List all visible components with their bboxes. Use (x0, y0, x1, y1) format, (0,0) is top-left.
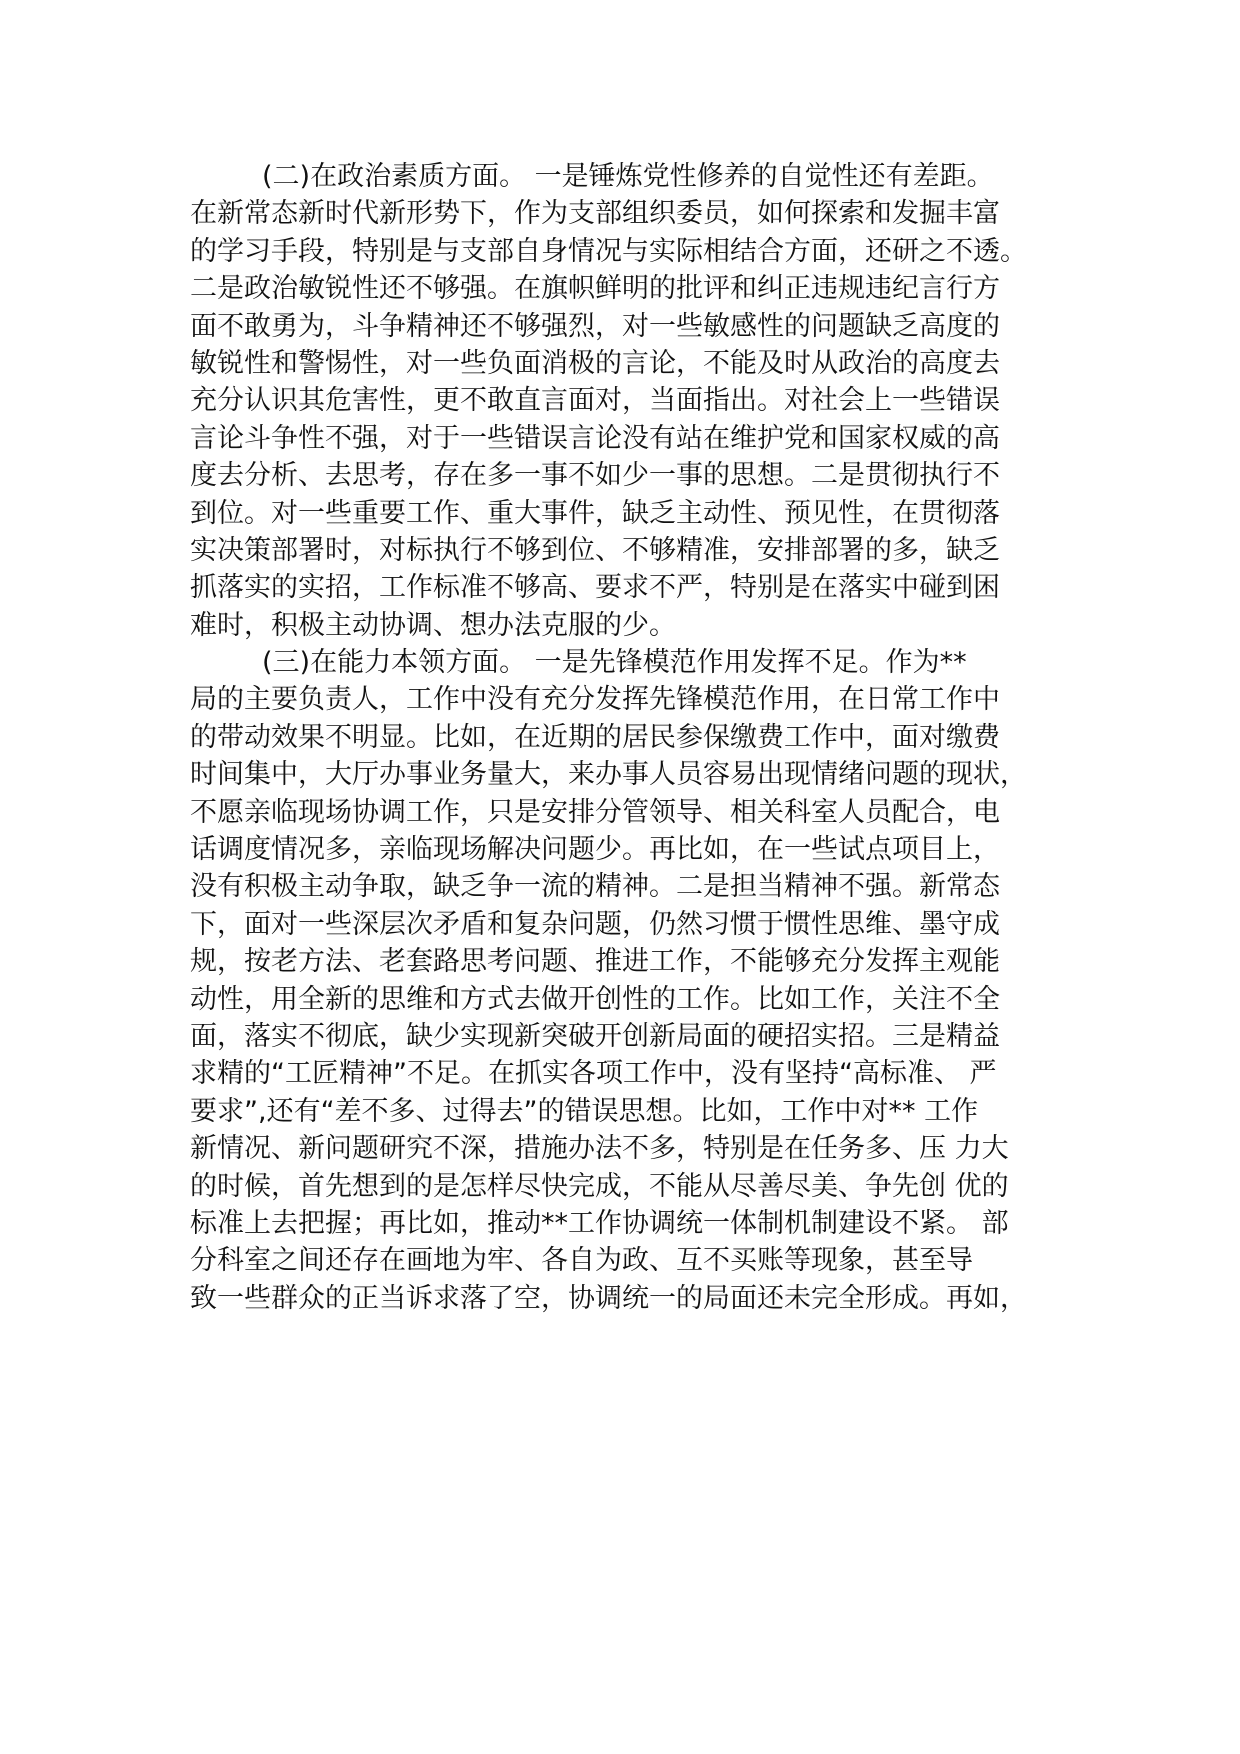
text-line: 言论斗争性不强，对于一些错误言论没有站在维护党和国家权威的高 (190, 422, 1000, 454)
text-line: 规，按老方法、老套路思考问题、推进工作，不能够充分发挥主观能 (190, 946, 1000, 978)
text-line: 难时，积极主动协调、想办法克服的少。 (190, 609, 676, 641)
text-line: 时间集中，大厅办事业务量大，来办事人员容易出现情绪问题的现状， (190, 759, 1027, 791)
text-line: 面，落实不彻底，缺少实现新突破开创新局面的硬招实招。三是精益 (190, 1020, 1000, 1052)
text-line: 的带动效果不明显。比如，在近期的居民参保缴费工作中，面对缴费 (190, 721, 1000, 753)
text-line: 充分认识其危害性，更不敢直言面对，当面指出。对社会上一些错误 (190, 385, 1000, 417)
text-line: 在新常态新时代新形势下，作为支部组织委员，如何探索和发掘丰富 (190, 198, 1000, 230)
text-line: 要求”,还有“差不多、过得去”的错误思想。比如，工作中对** 工作 (190, 1095, 979, 1127)
text-line: 局的主要负责人，工作中没有充分发挥先锋模范作用，在日常工作中 (190, 684, 1000, 716)
text-line: 求精的“工匠精神”不足。在抓实各项工作中，没有坚持“高标准、 严 (190, 1058, 997, 1090)
text-line: 面不敢勇为，斗争精神还不够强烈，对一些敏感性的问题缺乏高度的 (190, 310, 1000, 342)
text-line: (二)在政治素质方面。 一是锤炼党性修养的自觉性还有差距。 (262, 161, 994, 192)
document-body (190, 158, 1070, 1317)
text-line: 的时候，首先想到的是怎样尽快完成，不能从尽善尽美、争先创 优的 (190, 1170, 1009, 1202)
text-line: 致一些群众的正当诉求落了空，协调统一的局面还未完全形成。再如， (190, 1282, 1027, 1314)
text-line: 分科室之间还存在画地为牢、各自为政、互不买账等现象，甚至导 (190, 1245, 973, 1277)
text-line: 的学习手段，特别是与支部自身情况与实际相结合方面，还研之不透。 (190, 235, 1027, 267)
text-line: 标准上去把握；再比如，推动**工作协调统一体制机制建设不紧。 部 (190, 1207, 1009, 1239)
text-line: 新情况、新问题研究不深，措施办法不多，特别是在任务多、压 力大 (190, 1133, 1009, 1165)
text-line: 没有积极主动争取，缺乏争一流的精神。二是担当精神不强。新常态 (190, 871, 1000, 903)
text-line: 抓落实的实招，工作标准不够高、要求不严，特别是在落实中碰到困 (190, 572, 1000, 604)
text-line: 到位。对一些重要工作、重大事件，缺乏主动性、预见性，在贯彻落 (190, 497, 1000, 529)
text-line: 动性，用全新的思维和方式去做开创性的工作。比如工作，关注不全 (190, 983, 1000, 1015)
text-line: (三)在能力本领方面。 一是先锋模范作用发挥不足。作为** (262, 647, 967, 679)
text-line: 二是政治敏锐性还不够强。在旗帜鲜明的批评和纠正违规违纪言行方 (190, 273, 1000, 305)
text-line: 话调度情况多，亲临现场解决问题少。再比如，在一些试点项目上， (190, 834, 1000, 866)
text-line: 度去分析、去思考，存在多一事不如少一事的思想。二是贯彻执行不 (190, 460, 1000, 492)
text-line: 实决策部署时，对标执行不够到位、不够精准，安排部署的多，缺乏 (190, 534, 1000, 566)
text-line: 下，面对一些深层次矛盾和复杂问题，仍然习惯于惯性思维、墨守成 (190, 908, 1000, 940)
text-line: 不愿亲临现场协调工作，只是安排分管领导、相关科室人员配合，电 (190, 796, 1000, 828)
paragraph-ability (190, 644, 1070, 1317)
paragraph-political-quality (190, 158, 1070, 644)
text-line: 敏锐性和警惕性，对一些负面消极的言论，不能及时从政治的高度去 (190, 347, 1000, 379)
